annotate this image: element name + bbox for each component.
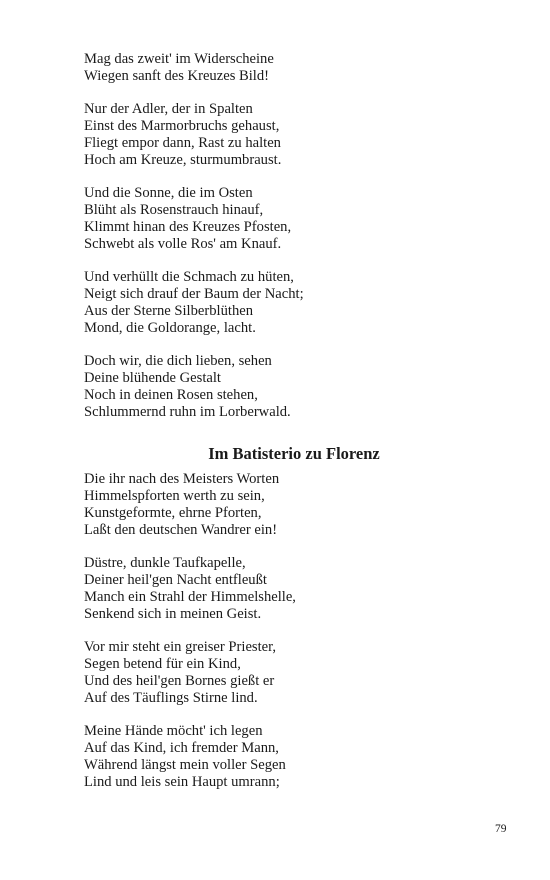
stanza-1 bbox=[84, 51, 274, 85]
verse-line: Die ihr nach des Meisters Worten bbox=[84, 471, 280, 487]
stanza-8 bbox=[84, 639, 276, 707]
verse-line: Hoch am Kreuze, sturmumbraust. bbox=[84, 152, 282, 168]
verse-line: Wiegen sanft des Kreuzes Bild! bbox=[84, 68, 270, 84]
poem-title: Im Batisterio zu Florenz bbox=[208, 444, 380, 463]
verse-line: Auf des Täuflings Stirne lind. bbox=[84, 690, 258, 706]
stanza-7 bbox=[84, 555, 296, 623]
verse-line: Düstre, dunkle Taufkapelle, bbox=[84, 555, 246, 571]
verse-line: Auf das Kind, ich fremder Mann, bbox=[84, 740, 279, 756]
verse-line: Und verhüllt die Schmach zu hüten, bbox=[84, 269, 294, 285]
verse-line: Mag das zweit' im Widerscheine bbox=[84, 51, 274, 67]
verse-line: Aus der Sterne Silberblüthen bbox=[84, 303, 254, 319]
verse-line: Senkend sich in meinen Geist. bbox=[84, 606, 262, 622]
verse-line: Deine blühende Gestalt bbox=[84, 370, 221, 386]
verse-line: Fliegt empor dann, Rast zu halten bbox=[84, 135, 281, 151]
verse-line: Neigt sich drauf der Baum der Nacht; bbox=[84, 286, 304, 302]
verse-line: Manch ein Strahl der Himmelshelle, bbox=[84, 589, 296, 605]
verse-line: Klimmt hinan des Kreuzes Pfosten, bbox=[84, 219, 292, 235]
stanza-2 bbox=[84, 101, 281, 169]
verse-line: Einst des Marmorbruchs gehaust, bbox=[84, 118, 280, 134]
verse-line: Vor mir steht ein greiser Priester, bbox=[84, 639, 277, 655]
stanza-9 bbox=[84, 723, 286, 791]
page-number: 79 bbox=[495, 823, 507, 835]
stanza-6 bbox=[84, 471, 279, 539]
verse-line: Schlummernd ruhn im Lorberwald. bbox=[84, 404, 291, 420]
verse-line: Schwebt als volle Ros' am Knauf. bbox=[84, 236, 282, 252]
verse-line: Blüht als Rosenstrauch hinauf, bbox=[84, 202, 264, 218]
verse-line: Lind und leis sein Haupt umrann; bbox=[84, 774, 280, 790]
verse-line: Meine Hände möcht' ich legen bbox=[84, 723, 263, 739]
verse-line: Segen betend für ein Kind, bbox=[84, 656, 241, 672]
verse-line: Himmelspforten werth zu sein, bbox=[84, 488, 265, 504]
stanza-4 bbox=[84, 269, 304, 337]
stanza-5 bbox=[84, 353, 291, 421]
verse-line: Und die Sonne, die im Osten bbox=[84, 185, 253, 201]
verse-line: Noch in deinen Rosen stehen, bbox=[84, 387, 258, 403]
verse-line: Und des heil'gen Bornes gießt er bbox=[84, 673, 275, 689]
verse-line: Deiner heil'gen Nacht entfleußt bbox=[84, 572, 267, 588]
verse-line: Während längst mein voller Segen bbox=[84, 757, 286, 773]
verse-line: Kunstgeformte, ehrne Pforten, bbox=[84, 505, 262, 521]
verse-line: Mond, die Goldorange, lacht. bbox=[84, 320, 256, 336]
verse-line: Laßt den deutschen Wandrer ein! bbox=[84, 522, 278, 538]
verse-line: Doch wir, die dich lieben, sehen bbox=[84, 353, 272, 369]
verse-line: Nur der Adler, der in Spalten bbox=[84, 101, 253, 117]
stanza-3 bbox=[84, 185, 291, 253]
